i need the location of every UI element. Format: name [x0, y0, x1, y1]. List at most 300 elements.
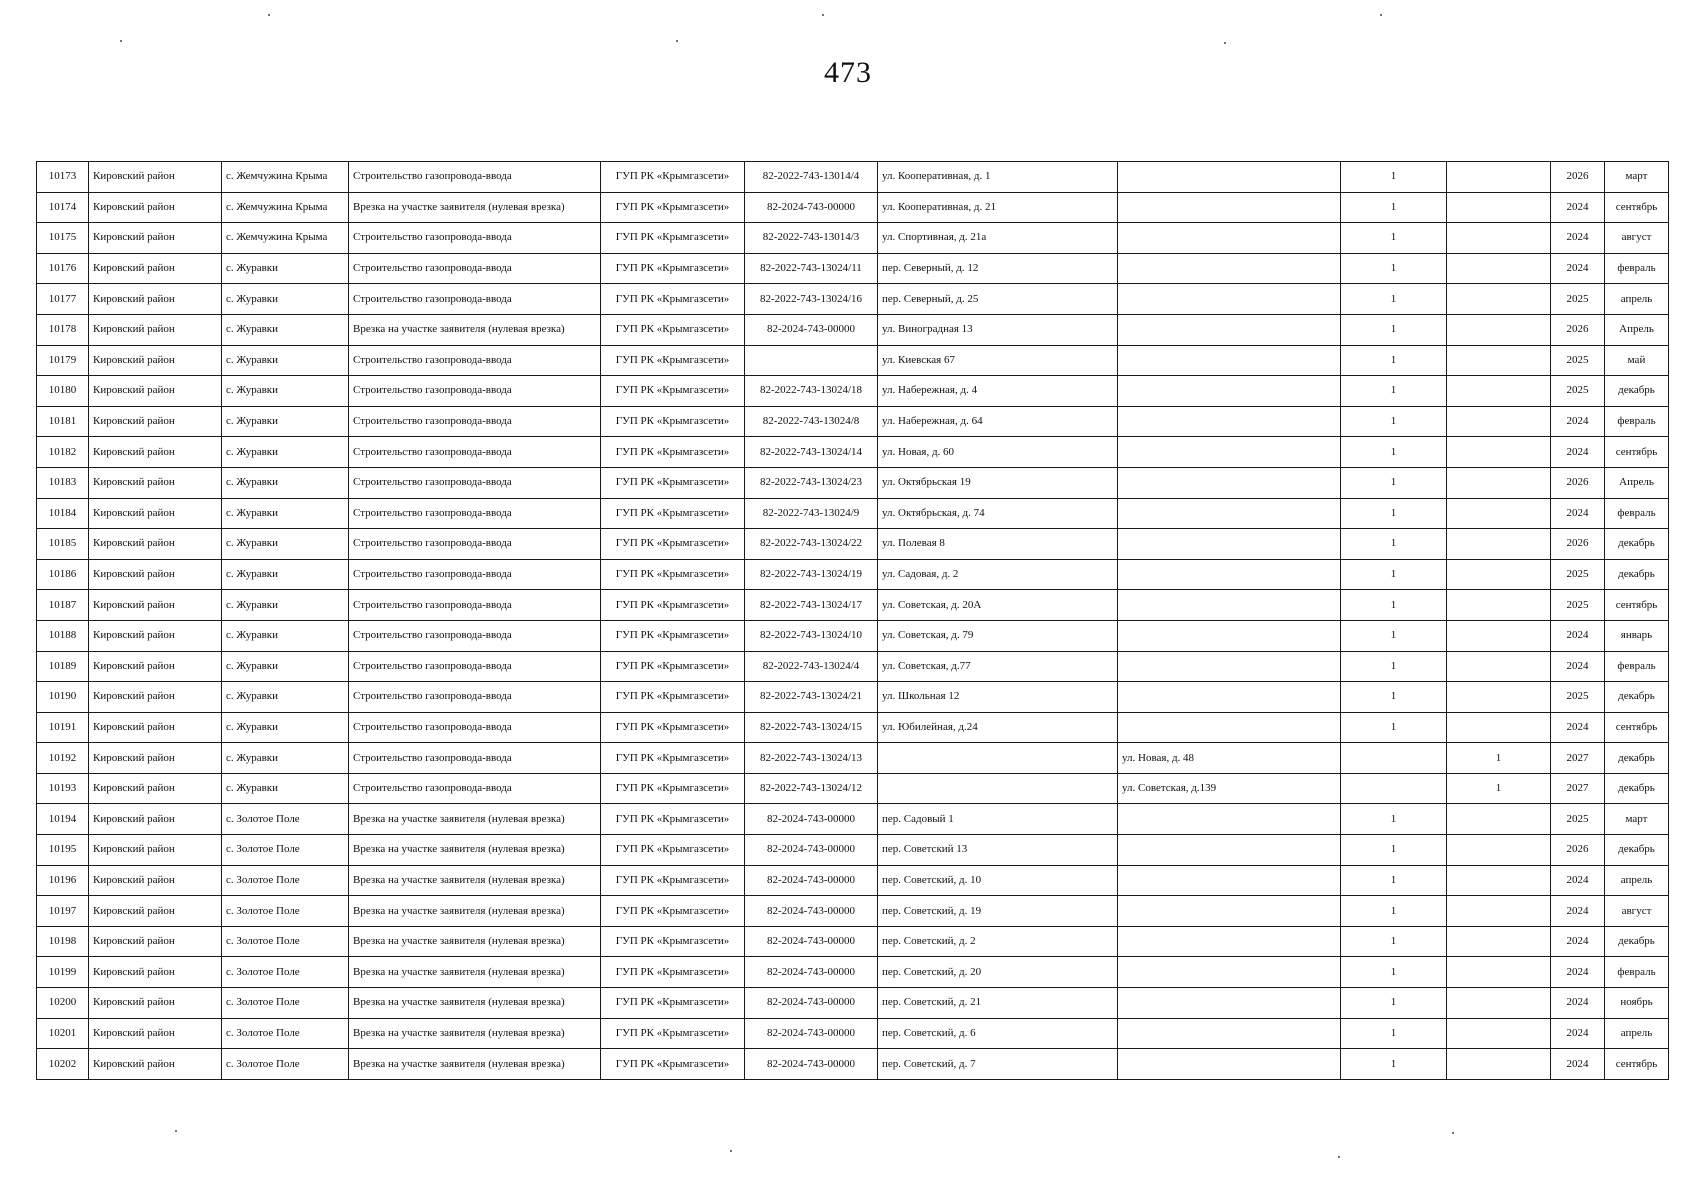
- quantity-cell: 1: [1341, 253, 1447, 284]
- district-cell: Кировский район: [89, 284, 222, 315]
- work-type-cell: Строительство газопровода-ввода: [349, 345, 601, 376]
- quantity-alt-cell: [1447, 223, 1551, 254]
- row-number: 10200: [37, 988, 89, 1019]
- row-number: 10174: [37, 192, 89, 223]
- quantity-alt-cell: [1447, 253, 1551, 284]
- project-code-cell: 82-2022-743-13024/15: [745, 712, 878, 743]
- table-row: [37, 467, 1669, 498]
- district-cell: Кировский район: [89, 835, 222, 866]
- address-alt-cell: [1118, 284, 1341, 315]
- row-number: 10173: [37, 162, 89, 193]
- address-cell: пер. Советский, д. 19: [878, 896, 1118, 927]
- address-cell: ул. Садовая, д. 2: [878, 559, 1118, 590]
- project-code-cell: 82-2022-743-13024/19: [745, 559, 878, 590]
- district-cell: Кировский район: [89, 743, 222, 774]
- quantity-cell: 1: [1341, 957, 1447, 988]
- organization-cell: ГУП РК «Крымгазсети»: [601, 1018, 745, 1049]
- district-cell: Кировский район: [89, 957, 222, 988]
- work-type-cell: Строительство газопровода-ввода: [349, 651, 601, 682]
- quantity-cell: 1: [1341, 896, 1447, 927]
- quantity-cell: 1: [1341, 590, 1447, 621]
- table-row: [37, 314, 1669, 345]
- address-alt-cell: [1118, 314, 1341, 345]
- project-code-cell: 82-2024-743-00000: [745, 835, 878, 866]
- organization-cell: ГУП РК «Крымгазсети»: [601, 957, 745, 988]
- district-cell: Кировский район: [89, 682, 222, 713]
- organization-cell: ГУП РК «Крымгазсети»: [601, 314, 745, 345]
- organization-cell: ГУП РК «Крымгазсети»: [601, 743, 745, 774]
- table-row: [37, 406, 1669, 437]
- month-cell: декабрь: [1605, 529, 1669, 560]
- quantity-cell: 1: [1341, 467, 1447, 498]
- page-number: 473: [824, 56, 872, 89]
- district-cell: Кировский район: [89, 590, 222, 621]
- work-type-cell: Строительство газопровода-ввода: [349, 284, 601, 315]
- organization-cell: ГУП РК «Крымгазсети»: [601, 223, 745, 254]
- row-number: 10186: [37, 559, 89, 590]
- quantity-alt-cell: [1447, 345, 1551, 376]
- month-cell: февраль: [1605, 406, 1669, 437]
- address-alt-cell: [1118, 957, 1341, 988]
- year-cell: 2024: [1551, 957, 1605, 988]
- row-number: 10179: [37, 345, 89, 376]
- year-cell: 2024: [1551, 988, 1605, 1019]
- quantity-cell: 1: [1341, 345, 1447, 376]
- settlement-cell: с. Золотое Поле: [222, 865, 349, 896]
- settlement-cell: с. Золотое Поле: [222, 835, 349, 866]
- address-alt-cell: [1118, 865, 1341, 896]
- address-alt-cell: [1118, 223, 1341, 254]
- table-row: [37, 498, 1669, 529]
- settlement-cell: с. Журавки: [222, 314, 349, 345]
- table-row: [37, 926, 1669, 957]
- month-cell: февраль: [1605, 957, 1669, 988]
- settlement-cell: с. Журавки: [222, 253, 349, 284]
- table-row: [37, 192, 1669, 223]
- month-cell: апрель: [1605, 284, 1669, 315]
- address-cell: [878, 743, 1118, 774]
- address-cell: ул. Новая, д. 60: [878, 437, 1118, 468]
- row-number: 10182: [37, 437, 89, 468]
- table-row: [37, 345, 1669, 376]
- quantity-alt-cell: [1447, 1018, 1551, 1049]
- quantity-alt-cell: [1447, 1049, 1551, 1080]
- district-cell: Кировский район: [89, 896, 222, 927]
- district-cell: Кировский район: [89, 406, 222, 437]
- address-cell: [878, 773, 1118, 804]
- quantity-alt-cell: [1447, 835, 1551, 866]
- year-cell: 2025: [1551, 559, 1605, 590]
- settlement-cell: с. Журавки: [222, 651, 349, 682]
- address-cell: ул. Советская, д. 79: [878, 620, 1118, 651]
- year-cell: 2024: [1551, 406, 1605, 437]
- project-code-cell: 82-2024-743-00000: [745, 192, 878, 223]
- year-cell: 2026: [1551, 529, 1605, 560]
- row-number: 10197: [37, 896, 89, 927]
- row-number: 10191: [37, 712, 89, 743]
- address-alt-cell: [1118, 162, 1341, 193]
- address-alt-cell: [1118, 896, 1341, 927]
- month-cell: март: [1605, 162, 1669, 193]
- table-row: [37, 712, 1669, 743]
- district-cell: Кировский район: [89, 712, 222, 743]
- month-cell: декабрь: [1605, 559, 1669, 590]
- month-cell: январь: [1605, 620, 1669, 651]
- address-cell: ул. Набережная, д. 64: [878, 406, 1118, 437]
- month-cell: сентябрь: [1605, 437, 1669, 468]
- table-row: [37, 223, 1669, 254]
- organization-cell: ГУП РК «Крымгазсети»: [601, 804, 745, 835]
- quantity-alt-cell: 1: [1447, 773, 1551, 804]
- table-row: [37, 651, 1669, 682]
- project-code-cell: 82-2022-743-13024/13: [745, 743, 878, 774]
- address-alt-cell: [1118, 988, 1341, 1019]
- work-type-cell: Врезка на участке заявителя (нулевая врезка): [349, 1049, 601, 1080]
- organization-cell: ГУП РК «Крымгазсети»: [601, 406, 745, 437]
- address-alt-cell: [1118, 1018, 1341, 1049]
- quantity-cell: 1: [1341, 559, 1447, 590]
- quantity-cell: 1: [1341, 804, 1447, 835]
- quantity-alt-cell: [1447, 620, 1551, 651]
- row-number: 10187: [37, 590, 89, 621]
- organization-cell: ГУП РК «Крымгазсети»: [601, 529, 745, 560]
- project-code-cell: 82-2022-743-13024/10: [745, 620, 878, 651]
- address-cell: пер. Садовый 1: [878, 804, 1118, 835]
- address-alt-cell: [1118, 926, 1341, 957]
- project-code-cell: 82-2022-743-13014/3: [745, 223, 878, 254]
- address-alt-cell: [1118, 712, 1341, 743]
- month-cell: декабрь: [1605, 682, 1669, 713]
- quantity-alt-cell: [1447, 162, 1551, 193]
- month-cell: Апрель: [1605, 467, 1669, 498]
- work-type-cell: Врезка на участке заявителя (нулевая врезка): [349, 804, 601, 835]
- project-code-cell: 82-2024-743-00000: [745, 314, 878, 345]
- organization-cell: ГУП РК «Крымгазсети»: [601, 926, 745, 957]
- month-cell: апрель: [1605, 865, 1669, 896]
- month-cell: август: [1605, 896, 1669, 927]
- year-cell: 2025: [1551, 376, 1605, 407]
- settlement-cell: с. Журавки: [222, 406, 349, 437]
- year-cell: 2024: [1551, 223, 1605, 254]
- project-code-cell: 82-2024-743-00000: [745, 926, 878, 957]
- organization-cell: ГУП РК «Крымгазсети»: [601, 284, 745, 315]
- address-alt-cell: [1118, 345, 1341, 376]
- settlement-cell: с. Журавки: [222, 376, 349, 407]
- quantity-cell: 1: [1341, 376, 1447, 407]
- settlement-cell: с. Журавки: [222, 284, 349, 315]
- work-type-cell: Строительство газопровода-ввода: [349, 590, 601, 621]
- address-cell: пер. Советский 13: [878, 835, 1118, 866]
- quantity-alt-cell: [1447, 682, 1551, 713]
- settlement-cell: с. Золотое Поле: [222, 957, 349, 988]
- work-type-cell: Строительство газопровода-ввода: [349, 743, 601, 774]
- work-type-cell: Строительство газопровода-ввода: [349, 406, 601, 437]
- address-alt-cell: [1118, 682, 1341, 713]
- table-row: [37, 682, 1669, 713]
- quantity-cell: 1: [1341, 620, 1447, 651]
- scan-speck: [120, 40, 122, 42]
- organization-cell: ГУП РК «Крымгазсети»: [601, 192, 745, 223]
- settlement-cell: с. Журавки: [222, 682, 349, 713]
- settlement-cell: с. Журавки: [222, 559, 349, 590]
- row-number: 10202: [37, 1049, 89, 1080]
- quantity-cell: 1: [1341, 865, 1447, 896]
- month-cell: Апрель: [1605, 314, 1669, 345]
- quantity-alt-cell: [1447, 529, 1551, 560]
- work-type-cell: Врезка на участке заявителя (нулевая врезка): [349, 314, 601, 345]
- address-alt-cell: [1118, 498, 1341, 529]
- month-cell: ноябрь: [1605, 988, 1669, 1019]
- scan-speck: [730, 1150, 732, 1152]
- district-cell: Кировский район: [89, 529, 222, 560]
- address-cell: ул. Советская, д. 20А: [878, 590, 1118, 621]
- district-cell: Кировский район: [89, 620, 222, 651]
- scan-speck: [822, 14, 824, 16]
- project-code-cell: 82-2022-743-13024/23: [745, 467, 878, 498]
- organization-cell: ГУП РК «Крымгазсети»: [601, 988, 745, 1019]
- table-row: [37, 865, 1669, 896]
- organization-cell: ГУП РК «Крымгазсети»: [601, 559, 745, 590]
- address-cell: ул. Октябрьская 19: [878, 467, 1118, 498]
- work-type-cell: Строительство газопровода-ввода: [349, 682, 601, 713]
- settlement-cell: с. Золотое Поле: [222, 1018, 349, 1049]
- quantity-alt-cell: [1447, 192, 1551, 223]
- organization-cell: ГУП РК «Крымгазсети»: [601, 835, 745, 866]
- work-type-cell: Врезка на участке заявителя (нулевая врезка): [349, 957, 601, 988]
- month-cell: сентябрь: [1605, 1049, 1669, 1080]
- address-cell: ул. Школьная 12: [878, 682, 1118, 713]
- table-row: [37, 620, 1669, 651]
- row-number: 10189: [37, 651, 89, 682]
- organization-cell: ГУП РК «Крымгазсети»: [601, 682, 745, 713]
- project-code-cell: 82-2022-743-13024/12: [745, 773, 878, 804]
- work-type-cell: Строительство газопровода-ввода: [349, 437, 601, 468]
- organization-cell: ГУП РК «Крымгазсети»: [601, 865, 745, 896]
- row-number: 10175: [37, 223, 89, 254]
- district-cell: Кировский район: [89, 865, 222, 896]
- row-number: 10181: [37, 406, 89, 437]
- quantity-alt-cell: [1447, 865, 1551, 896]
- month-cell: апрель: [1605, 1018, 1669, 1049]
- quantity-cell: 1: [1341, 223, 1447, 254]
- quantity-cell: 1: [1341, 529, 1447, 560]
- table-row: [37, 804, 1669, 835]
- district-cell: Кировский район: [89, 926, 222, 957]
- row-number: 10184: [37, 498, 89, 529]
- quantity-cell: 1: [1341, 682, 1447, 713]
- address-alt-cell: [1118, 590, 1341, 621]
- month-cell: сентябрь: [1605, 712, 1669, 743]
- work-type-cell: Врезка на участке заявителя (нулевая врезка): [349, 1018, 601, 1049]
- district-cell: Кировский район: [89, 804, 222, 835]
- table-row: [37, 253, 1669, 284]
- month-cell: сентябрь: [1605, 192, 1669, 223]
- table-row: [37, 590, 1669, 621]
- settlement-cell: с. Золотое Поле: [222, 896, 349, 927]
- address-alt-cell: [1118, 406, 1341, 437]
- project-code-cell: 82-2024-743-00000: [745, 988, 878, 1019]
- quantity-alt-cell: [1447, 590, 1551, 621]
- organization-cell: ГУП РК «Крымгазсети»: [601, 498, 745, 529]
- district-cell: Кировский район: [89, 345, 222, 376]
- address-cell: ул. Кооперативная, д. 1: [878, 162, 1118, 193]
- row-number: 10196: [37, 865, 89, 896]
- month-cell: август: [1605, 223, 1669, 254]
- project-code-cell: 82-2022-743-13024/17: [745, 590, 878, 621]
- address-cell: пер. Советский, д. 20: [878, 957, 1118, 988]
- address-cell: пер. Советский, д. 7: [878, 1049, 1118, 1080]
- month-cell: март: [1605, 804, 1669, 835]
- quantity-alt-cell: [1447, 376, 1551, 407]
- month-cell: декабрь: [1605, 835, 1669, 866]
- address-cell: пер. Советский, д. 21: [878, 988, 1118, 1019]
- year-cell: 2024: [1551, 437, 1605, 468]
- year-cell: 2027: [1551, 773, 1605, 804]
- quantity-cell: 1: [1341, 284, 1447, 315]
- organization-cell: ГУП РК «Крымгазсети»: [601, 1049, 745, 1080]
- settlement-cell: с. Журавки: [222, 529, 349, 560]
- address-cell: ул. Полевая 8: [878, 529, 1118, 560]
- quantity-cell: 1: [1341, 406, 1447, 437]
- project-code-cell: 82-2022-743-13024/9: [745, 498, 878, 529]
- settlement-cell: с. Золотое Поле: [222, 804, 349, 835]
- project-code-cell: 82-2024-743-00000: [745, 1018, 878, 1049]
- project-code-cell: 82-2024-743-00000: [745, 957, 878, 988]
- settlement-cell: с. Журавки: [222, 498, 349, 529]
- year-cell: 2024: [1551, 620, 1605, 651]
- district-cell: Кировский район: [89, 1018, 222, 1049]
- district-cell: Кировский район: [89, 773, 222, 804]
- quantity-cell: 1: [1341, 835, 1447, 866]
- district-cell: Кировский район: [89, 162, 222, 193]
- year-cell: 2024: [1551, 865, 1605, 896]
- organization-cell: ГУП РК «Крымгазсети»: [601, 712, 745, 743]
- settlement-cell: с. Жемчужина Крыма: [222, 162, 349, 193]
- scan-speck: [268, 14, 270, 16]
- address-cell: ул. Октябрьская, д. 74: [878, 498, 1118, 529]
- project-code-cell: [745, 345, 878, 376]
- table-row: [37, 162, 1669, 193]
- organization-cell: ГУП РК «Крымгазсети»: [601, 651, 745, 682]
- quantity-alt-cell: [1447, 957, 1551, 988]
- row-number: 10201: [37, 1018, 89, 1049]
- table-row: [37, 284, 1669, 315]
- year-cell: 2024: [1551, 192, 1605, 223]
- quantity-alt-cell: [1447, 406, 1551, 437]
- address-alt-cell: ул. Советская, д.139: [1118, 773, 1341, 804]
- year-cell: 2024: [1551, 926, 1605, 957]
- address-cell: пер. Северный, д. 12: [878, 253, 1118, 284]
- project-code-cell: 82-2022-743-13024/8: [745, 406, 878, 437]
- year-cell: 2027: [1551, 743, 1605, 774]
- year-cell: 2024: [1551, 1018, 1605, 1049]
- scan-speck: [1224, 42, 1226, 44]
- address-cell: ул. Набережная, д. 4: [878, 376, 1118, 407]
- project-code-cell: 82-2024-743-00000: [745, 896, 878, 927]
- settlement-cell: с. Журавки: [222, 590, 349, 621]
- address-alt-cell: [1118, 559, 1341, 590]
- quantity-cell: 1: [1341, 192, 1447, 223]
- gasification-registry-table: [36, 161, 1669, 1080]
- quantity-cell: 1: [1341, 651, 1447, 682]
- settlement-cell: с. Журавки: [222, 743, 349, 774]
- project-code-cell: 82-2022-743-13024/18: [745, 376, 878, 407]
- district-cell: Кировский район: [89, 192, 222, 223]
- organization-cell: ГУП РК «Крымгазсети»: [601, 896, 745, 927]
- settlement-cell: с. Золотое Поле: [222, 926, 349, 957]
- quantity-alt-cell: [1447, 467, 1551, 498]
- scan-speck: [1452, 1132, 1454, 1134]
- work-type-cell: Строительство газопровода-ввода: [349, 162, 601, 193]
- scan-speck: [1380, 14, 1382, 16]
- settlement-cell: с. Журавки: [222, 620, 349, 651]
- registry-body: [37, 162, 1669, 1080]
- year-cell: 2024: [1551, 498, 1605, 529]
- project-code-cell: 82-2024-743-00000: [745, 1049, 878, 1080]
- project-code-cell: 82-2022-743-13014/4: [745, 162, 878, 193]
- table-row: [37, 437, 1669, 468]
- table-row: [37, 376, 1669, 407]
- year-cell: 2025: [1551, 804, 1605, 835]
- address-alt-cell: [1118, 253, 1341, 284]
- settlement-cell: с. Золотое Поле: [222, 988, 349, 1019]
- project-code-cell: 82-2022-743-13024/21: [745, 682, 878, 713]
- address-alt-cell: ул. Новая, д. 48: [1118, 743, 1341, 774]
- work-type-cell: Строительство газопровода-ввода: [349, 376, 601, 407]
- quantity-cell: 1: [1341, 988, 1447, 1019]
- year-cell: 2024: [1551, 1049, 1605, 1080]
- quantity-cell: 1: [1341, 926, 1447, 957]
- address-cell: ул. Юбилейная, д.24: [878, 712, 1118, 743]
- row-number: 10178: [37, 314, 89, 345]
- quantity-cell: 1: [1341, 498, 1447, 529]
- row-number: 10176: [37, 253, 89, 284]
- month-cell: май: [1605, 345, 1669, 376]
- month-cell: декабрь: [1605, 773, 1669, 804]
- district-cell: Кировский район: [89, 253, 222, 284]
- work-type-cell: Врезка на участке заявителя (нулевая врезка): [349, 988, 601, 1019]
- table-row: [37, 743, 1669, 774]
- settlement-cell: с. Журавки: [222, 467, 349, 498]
- year-cell: 2025: [1551, 682, 1605, 713]
- organization-cell: ГУП РК «Крымгазсети»: [601, 253, 745, 284]
- settlement-cell: с. Золотое Поле: [222, 1049, 349, 1080]
- quantity-cell: 1: [1341, 162, 1447, 193]
- month-cell: декабрь: [1605, 376, 1669, 407]
- table-row: [37, 773, 1669, 804]
- row-number: 10185: [37, 529, 89, 560]
- year-cell: 2026: [1551, 467, 1605, 498]
- address-alt-cell: [1118, 835, 1341, 866]
- month-cell: февраль: [1605, 651, 1669, 682]
- quantity-cell: [1341, 743, 1447, 774]
- organization-cell: ГУП РК «Крымгазсети»: [601, 467, 745, 498]
- address-cell: пер. Советский, д. 6: [878, 1018, 1118, 1049]
- row-number: 10199: [37, 957, 89, 988]
- year-cell: 2024: [1551, 712, 1605, 743]
- row-number: 10183: [37, 467, 89, 498]
- address-alt-cell: [1118, 804, 1341, 835]
- district-cell: Кировский район: [89, 988, 222, 1019]
- address-alt-cell: [1118, 1049, 1341, 1080]
- work-type-cell: Врезка на участке заявителя (нулевая врезка): [349, 192, 601, 223]
- address-cell: ул. Кооперативная, д. 21: [878, 192, 1118, 223]
- organization-cell: ГУП РК «Крымгазсети»: [601, 773, 745, 804]
- organization-cell: ГУП РК «Крымгазсети»: [601, 590, 745, 621]
- work-type-cell: Строительство газопровода-ввода: [349, 559, 601, 590]
- table-row: [37, 835, 1669, 866]
- quantity-alt-cell: [1447, 896, 1551, 927]
